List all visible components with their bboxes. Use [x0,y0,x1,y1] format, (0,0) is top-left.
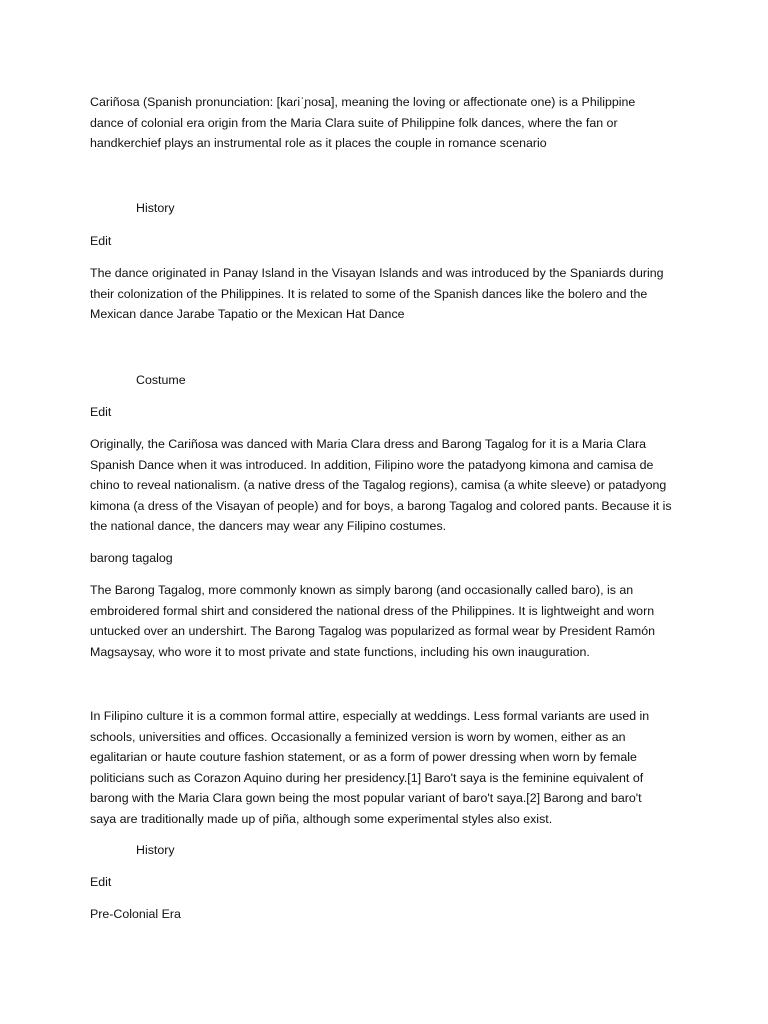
history-line: their colonization of the Philippines. It is related to some of the Spanish dances like the bolero and the [90,286,648,301]
costume-line: Spanish Dance when it was introduced. In addition, Filipino wore the patadyong kimona and camisa de [90,457,654,472]
history-paragraph [90,263,690,325]
history-line: Mexican dance Jarabe Tapatio or the Mexican Hat Dance [90,307,405,321]
culture-line: saya are traditionally made up of piña, although some experimental styles also exist. [90,811,553,826]
barong-line: embroidered formal shirt and considered the national dress of the Philippines. It is lightweight and worn [90,603,655,618]
barong-line: untucked over an undershirt. The Barong Tagalog was popularized as formal wear by President Ramón [90,624,656,638]
culture-line: barong with the Maria Clara gown being the most popular variant of baro't saya.[2] Barong and baro't [90,791,642,805]
costume-line: chino to reveal nationalism. (a native dress of the Tagalog regions), camisa (a white sleeve) or patadyong [90,478,667,492]
culture-line: In Filipino culture it is a common formal attire, especially at weddings. Less formal variants are used in [90,709,650,723]
costume-paragraph [90,434,690,537]
costume-edit-label: Edit [90,405,112,419]
intro-paragraph [90,92,690,154]
culture-line: schools, universities and offices. Occasionally a feminized version is worn by women, either as an [90,729,626,744]
barong-heading: barong tagalog [90,551,173,565]
history-line: The dance originated in Panay Island in the Visayan Islands and was introduced by the Spaniards during [90,266,664,280]
history2-heading: History [136,843,175,857]
costume-line: kimona (a dress of the Visayan of people) and for boys, a barong Tagalog and colored pants. Because it is [90,498,672,513]
history-edit-label: Edit [90,234,112,248]
history-heading: History [136,201,175,215]
culture-line: politicians such as Corazon Aquino during her presidency.[1] Baro't saya is the feminine equivalent of [90,770,644,785]
intro-line: dance of colonial era origin from the Maria Clara suite of Philippine folk dances, where the fan or [90,115,618,130]
barong-line: The Barong Tagalog, more commonly known as simply barong (and occasionally called baro), is an [90,583,634,597]
culture-line: egalitarian or haute couture fashion statement, or as a form of power dressing when worn by female [90,750,637,764]
intro-line: Cariñosa (Spanish pronunciation: [kaɾiˈɲosa], meaning the loving or affectionate one) is a Philippine [90,95,636,109]
barong-line: Magsaysay, who wore it to most private and state functions, including his own inauguration. [90,644,590,659]
costume-heading: Costume [136,373,186,387]
costume-line: Originally, the Cariñosa was danced with Maria Clara dress and Barong Tagalog for it is a Maria Clara [90,437,647,451]
intro-line: handkerchief plays an instrumental role as it places the couple in romance scenario [90,136,547,150]
culture-paragraph [90,706,690,829]
costume-line: the national dance, the dancers may wear any Filipino costumes. [90,519,447,533]
precolonial-heading: Pre-Colonial Era [90,907,181,921]
history2-edit-label: Edit [90,875,112,889]
barong-paragraph [90,580,690,662]
